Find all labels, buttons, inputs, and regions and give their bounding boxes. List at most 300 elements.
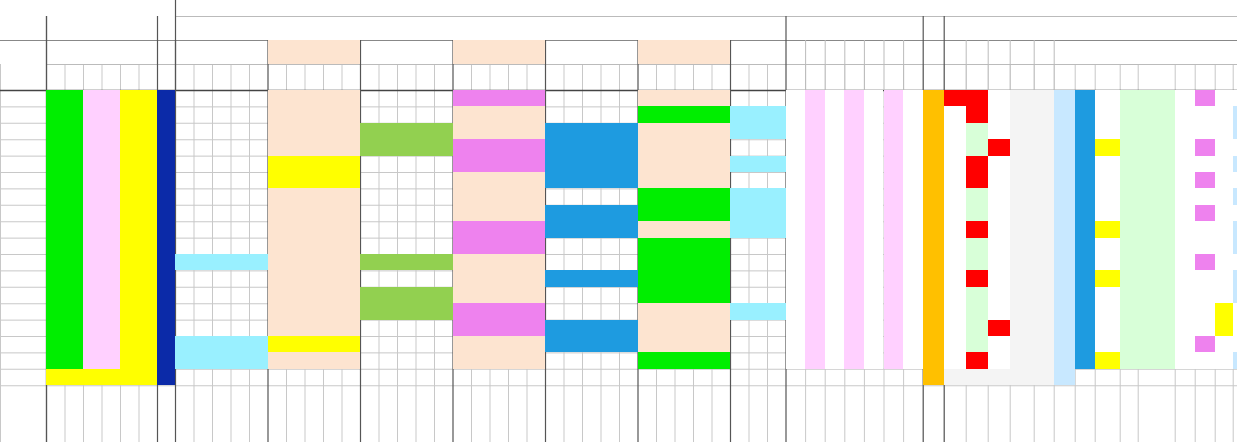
footer-stat bbox=[988, 369, 1010, 385]
stat-cell bbox=[1010, 172, 1034, 188]
zone-count bbox=[864, 90, 884, 106]
zone-count bbox=[864, 320, 884, 336]
zone-band bbox=[453, 270, 546, 286]
stat-cell bbox=[1175, 352, 1195, 368]
footer-stat bbox=[944, 369, 966, 385]
red-ball bbox=[102, 172, 121, 188]
stat-cell bbox=[1075, 172, 1095, 188]
red-ball bbox=[46, 254, 65, 270]
number-header bbox=[434, 64, 453, 90]
zone-count-col bbox=[884, 40, 904, 64]
stat-cell bbox=[1075, 303, 1095, 319]
red-ball bbox=[120, 123, 139, 139]
red-ball bbox=[83, 139, 102, 155]
stat-cell bbox=[1010, 205, 1034, 221]
number-header bbox=[527, 64, 546, 90]
red-ball bbox=[65, 254, 84, 270]
drawn-number bbox=[286, 238, 305, 254]
drawn-number bbox=[564, 303, 583, 319]
stat-cell bbox=[966, 139, 988, 155]
drawn-number bbox=[342, 320, 361, 336]
number-header bbox=[175, 64, 194, 90]
stat-cell bbox=[1215, 270, 1233, 286]
stat-cell bbox=[944, 303, 966, 319]
stat-cell bbox=[1095, 238, 1120, 254]
number-header bbox=[490, 64, 509, 90]
stat-cell bbox=[1233, 139, 1237, 155]
blue-ball bbox=[157, 106, 175, 122]
red-ball bbox=[102, 156, 121, 172]
drawn-number bbox=[379, 156, 398, 172]
stat-cell bbox=[1075, 352, 1095, 368]
top-count bbox=[966, 0, 988, 16]
period-cell bbox=[0, 123, 46, 139]
drawn-number bbox=[268, 90, 287, 106]
zone-count bbox=[786, 254, 806, 270]
drawn-number bbox=[286, 287, 305, 303]
zone-count bbox=[903, 123, 923, 139]
empty-zone-block bbox=[453, 238, 546, 254]
max-count-col bbox=[1010, 40, 1034, 64]
zone-count bbox=[786, 106, 806, 122]
zone-count bbox=[903, 188, 923, 204]
red-ball bbox=[139, 90, 158, 106]
stat-cell bbox=[1120, 270, 1138, 286]
stat-cell bbox=[1095, 106, 1120, 122]
zone-band bbox=[638, 320, 731, 336]
drawn-number bbox=[416, 172, 435, 188]
stat-cell bbox=[1095, 221, 1120, 237]
zone-count bbox=[805, 172, 825, 188]
stat-cell bbox=[944, 90, 966, 106]
period-cell bbox=[0, 139, 46, 155]
red-ball bbox=[139, 205, 158, 221]
drawn-number bbox=[545, 90, 564, 106]
stat-cell bbox=[1054, 205, 1075, 221]
zone-count bbox=[825, 270, 845, 286]
drawn-number bbox=[712, 123, 731, 139]
zone-band bbox=[268, 287, 361, 303]
red-ball bbox=[65, 221, 84, 237]
page-title bbox=[175, 16, 786, 40]
stat-cell bbox=[988, 156, 1010, 172]
zone-count bbox=[864, 188, 884, 204]
stat-cell bbox=[1010, 238, 1034, 254]
stat-cell bbox=[1120, 106, 1138, 122]
stat-cell bbox=[1054, 238, 1075, 254]
stat-cell bbox=[1175, 188, 1195, 204]
red-ball bbox=[102, 336, 121, 352]
number-header bbox=[693, 64, 712, 90]
drawn-number bbox=[342, 352, 361, 368]
drawn-number bbox=[675, 123, 694, 139]
drawn-number bbox=[323, 221, 342, 237]
max-count-col bbox=[923, 40, 944, 64]
stat-cell bbox=[966, 320, 988, 336]
max-count bbox=[923, 106, 944, 122]
stat-cell bbox=[1233, 254, 1237, 270]
stat-cell bbox=[944, 156, 966, 172]
stat-cell bbox=[944, 270, 966, 286]
stat-cell bbox=[1138, 205, 1175, 221]
red-ball bbox=[120, 320, 139, 336]
zone-count bbox=[903, 238, 923, 254]
stat-cell bbox=[1215, 352, 1233, 368]
stat-cell bbox=[988, 205, 1010, 221]
stat-cell bbox=[1120, 320, 1138, 336]
stat-cell bbox=[988, 221, 1010, 237]
zone-count bbox=[864, 254, 884, 270]
drawn-number bbox=[360, 270, 379, 286]
top-count bbox=[884, 0, 904, 16]
stat-cell bbox=[1010, 270, 1034, 286]
number-header bbox=[582, 64, 601, 90]
ball-position-header bbox=[139, 64, 158, 90]
stat-cell bbox=[1175, 336, 1195, 352]
red-ball bbox=[46, 90, 65, 106]
red-ball bbox=[102, 254, 121, 270]
number-header bbox=[545, 64, 564, 90]
zone-count bbox=[884, 287, 904, 303]
zone-count bbox=[786, 139, 806, 155]
zone-count bbox=[884, 205, 904, 221]
red-ball bbox=[102, 139, 121, 155]
zone-count bbox=[825, 287, 845, 303]
period-cell bbox=[0, 254, 46, 270]
stat-cell bbox=[988, 320, 1010, 336]
stat-cell bbox=[966, 254, 988, 270]
drawn-number bbox=[379, 336, 398, 352]
red-ball bbox=[46, 139, 65, 155]
stat-cell bbox=[1138, 90, 1175, 106]
drawn-number bbox=[582, 106, 601, 122]
top-count bbox=[1010, 0, 1034, 16]
stat-cell bbox=[944, 221, 966, 237]
max-count bbox=[923, 352, 944, 368]
ball-position-header bbox=[120, 64, 139, 90]
top-count bbox=[988, 0, 1010, 16]
number-header bbox=[638, 64, 657, 90]
red-ball bbox=[139, 320, 158, 336]
stat-cell bbox=[1233, 90, 1237, 106]
zone-count bbox=[903, 139, 923, 155]
stat-cell bbox=[1095, 90, 1120, 106]
drawn-number bbox=[434, 90, 453, 106]
zone-count bbox=[805, 238, 825, 254]
stat-cell bbox=[1175, 238, 1195, 254]
drawn-number bbox=[212, 320, 231, 336]
stat-cell bbox=[1175, 287, 1195, 303]
stat-cell bbox=[1120, 352, 1138, 368]
stat-cell bbox=[1095, 156, 1120, 172]
zone-count bbox=[864, 238, 884, 254]
drawn-number bbox=[601, 254, 620, 270]
zone-band bbox=[638, 336, 731, 352]
stat-cell bbox=[944, 188, 966, 204]
stat-cell bbox=[1233, 336, 1237, 352]
stat-cell bbox=[1175, 90, 1195, 106]
stat-cell bbox=[1034, 336, 1054, 352]
stat-cell bbox=[1120, 156, 1138, 172]
drawn-number bbox=[212, 205, 231, 221]
zone-count bbox=[805, 90, 825, 106]
empty-zone-block bbox=[545, 205, 638, 221]
stat-cell bbox=[966, 221, 988, 237]
drawn-number bbox=[175, 303, 194, 319]
stat-cell bbox=[1095, 139, 1120, 155]
stat-cell bbox=[1010, 320, 1034, 336]
red-ball bbox=[46, 106, 65, 122]
period-cell bbox=[0, 287, 46, 303]
empty-zone-block bbox=[730, 156, 786, 172]
blue-ball bbox=[157, 156, 175, 172]
blue-ball bbox=[157, 205, 175, 221]
zone-count bbox=[805, 123, 825, 139]
zone-count bbox=[844, 205, 864, 221]
stat-cell bbox=[1034, 172, 1054, 188]
red-ball bbox=[120, 106, 139, 122]
zone-count bbox=[805, 320, 825, 336]
stat-cell bbox=[1175, 270, 1195, 286]
number-header bbox=[212, 64, 231, 90]
zone-count bbox=[844, 270, 864, 286]
period-cell bbox=[0, 172, 46, 188]
top-count bbox=[805, 0, 825, 16]
zone-count bbox=[884, 254, 904, 270]
red-ball bbox=[46, 123, 65, 139]
red-ball bbox=[65, 156, 84, 172]
drawn-number bbox=[730, 139, 749, 155]
red-ball bbox=[102, 188, 121, 204]
red-ball bbox=[46, 287, 65, 303]
max-count bbox=[923, 238, 944, 254]
stat-cell bbox=[1233, 287, 1237, 303]
red-ball bbox=[46, 205, 65, 221]
red-ball bbox=[46, 188, 65, 204]
drawn-number bbox=[416, 336, 435, 352]
red-ball bbox=[102, 90, 121, 106]
empty-zone-block bbox=[453, 221, 546, 237]
zone-count bbox=[805, 352, 825, 368]
zone-count bbox=[884, 172, 904, 188]
zone-count bbox=[786, 270, 806, 286]
zone-count bbox=[825, 303, 845, 319]
stat-cell bbox=[1095, 123, 1120, 139]
period-cell bbox=[0, 320, 46, 336]
zone-count-header bbox=[786, 16, 923, 40]
blue-ball bbox=[157, 238, 175, 254]
empty-zone-block bbox=[453, 90, 546, 106]
zone-count bbox=[903, 156, 923, 172]
stat-cell bbox=[1010, 254, 1034, 270]
red-ball bbox=[65, 172, 84, 188]
period-header bbox=[0, 40, 46, 90]
red-ball bbox=[120, 90, 139, 106]
red-ball bbox=[139, 336, 158, 352]
red-ball bbox=[83, 188, 102, 204]
stat-cell bbox=[1138, 156, 1175, 172]
zone-count bbox=[786, 123, 806, 139]
red-ball bbox=[65, 303, 84, 319]
stat-cell bbox=[1138, 139, 1175, 155]
stat-cell bbox=[966, 106, 988, 122]
red-ball bbox=[83, 303, 102, 319]
max-count bbox=[923, 320, 944, 336]
drawn-number bbox=[508, 270, 527, 286]
number-header bbox=[508, 64, 527, 90]
drawn-number bbox=[545, 106, 564, 122]
max-count-col bbox=[966, 40, 988, 64]
red-ball bbox=[139, 123, 158, 139]
zone-count bbox=[786, 336, 806, 352]
zone-count bbox=[903, 172, 923, 188]
zone-count bbox=[844, 287, 864, 303]
stat-cell bbox=[1175, 106, 1195, 122]
red-ball bbox=[46, 303, 65, 319]
drawn-number bbox=[231, 270, 250, 286]
red-ball bbox=[83, 172, 102, 188]
stat-cell bbox=[1138, 287, 1175, 303]
stat-cell bbox=[966, 352, 988, 368]
drawn-number bbox=[601, 188, 620, 204]
drawn-number bbox=[730, 254, 749, 270]
empty-zone-block bbox=[545, 270, 638, 286]
zone-count bbox=[903, 270, 923, 286]
empty-zone-block bbox=[545, 123, 638, 139]
number-header bbox=[286, 64, 305, 90]
stat-cell bbox=[1034, 303, 1054, 319]
stat-cell bbox=[1010, 123, 1034, 139]
stat-cell bbox=[1095, 303, 1120, 319]
zone-count bbox=[825, 139, 845, 155]
stat-cell bbox=[1233, 205, 1237, 221]
period-cell bbox=[0, 336, 46, 352]
stat-cell bbox=[1195, 205, 1215, 221]
drawn-number bbox=[194, 172, 213, 188]
empty-zone-block bbox=[638, 254, 731, 270]
red-ball bbox=[46, 270, 65, 286]
stat-cell bbox=[1195, 254, 1215, 270]
ball-position-header bbox=[65, 64, 84, 90]
stat-cell bbox=[1034, 254, 1054, 270]
stat-cell bbox=[1175, 156, 1195, 172]
empty-zone-block bbox=[360, 123, 453, 139]
red-ball bbox=[120, 352, 139, 368]
stat-cell bbox=[1075, 123, 1095, 139]
stat-cell bbox=[988, 238, 1010, 254]
empty-zone-block bbox=[638, 352, 731, 368]
stat-cell bbox=[1095, 172, 1120, 188]
drawn-number bbox=[749, 139, 768, 155]
stat-cell bbox=[944, 336, 966, 352]
stat-cell bbox=[1075, 221, 1095, 237]
stat-cell bbox=[1095, 320, 1120, 336]
stat-cell bbox=[1175, 172, 1195, 188]
stat-cell bbox=[1034, 270, 1054, 286]
stat-cell bbox=[1233, 352, 1237, 368]
stat-cell bbox=[988, 336, 1010, 352]
top-count bbox=[944, 0, 966, 16]
stat-cell bbox=[1233, 123, 1237, 139]
stat-cell bbox=[1120, 254, 1138, 270]
blue-ball bbox=[157, 320, 175, 336]
period-cell bbox=[0, 238, 46, 254]
empty-zone-block bbox=[545, 139, 638, 155]
drawn-number bbox=[323, 254, 342, 270]
red-ball bbox=[46, 172, 65, 188]
zone-count bbox=[844, 303, 864, 319]
stat-cell bbox=[1054, 352, 1075, 368]
drawn-number bbox=[527, 254, 546, 270]
red-ball bbox=[120, 303, 139, 319]
empty-zone-block bbox=[268, 336, 361, 352]
stat-cell bbox=[1138, 188, 1175, 204]
zone-count bbox=[884, 156, 904, 172]
stat-cell bbox=[1010, 221, 1034, 237]
stat-cell bbox=[1215, 139, 1233, 155]
zone-count bbox=[805, 303, 825, 319]
red-ball bbox=[46, 336, 65, 352]
stat-cell bbox=[1195, 238, 1215, 254]
period-cell bbox=[0, 106, 46, 122]
drawn-number bbox=[712, 90, 731, 106]
zone-band bbox=[453, 352, 546, 368]
stat-cell bbox=[1233, 188, 1237, 204]
drawn-number bbox=[712, 139, 731, 155]
zone-band bbox=[268, 139, 361, 155]
number-header bbox=[656, 64, 675, 90]
empty-zone-block bbox=[730, 106, 786, 122]
zone-count bbox=[884, 238, 904, 254]
zone-count bbox=[786, 205, 806, 221]
drawn-number bbox=[749, 172, 768, 188]
red-ball bbox=[65, 139, 84, 155]
stat-cell bbox=[988, 254, 1010, 270]
empty-zone-block bbox=[730, 188, 786, 204]
stat-cell bbox=[1215, 254, 1233, 270]
drawn-number bbox=[508, 205, 527, 221]
drawn-number bbox=[286, 221, 305, 237]
number-header bbox=[675, 64, 694, 90]
stat-cell bbox=[1075, 254, 1095, 270]
drawn-number bbox=[194, 156, 213, 172]
red-ball bbox=[65, 270, 84, 286]
zone-header bbox=[453, 40, 546, 64]
zone-count bbox=[903, 352, 923, 368]
stat-cell bbox=[1034, 188, 1054, 204]
stat-cell bbox=[1120, 139, 1138, 155]
number-header bbox=[194, 64, 213, 90]
stat-cell bbox=[988, 188, 1010, 204]
zone-band bbox=[638, 172, 731, 188]
zone-count bbox=[786, 188, 806, 204]
stat-cell bbox=[1120, 336, 1138, 352]
drawn-number bbox=[656, 156, 675, 172]
zone-band bbox=[268, 254, 361, 270]
stat-cell bbox=[1054, 156, 1075, 172]
empty-zone-block bbox=[638, 287, 731, 303]
zone-count bbox=[844, 238, 864, 254]
stat-cell bbox=[944, 287, 966, 303]
stat-cell bbox=[1120, 221, 1138, 237]
red-ball bbox=[120, 156, 139, 172]
red-balls-header bbox=[46, 40, 175, 64]
red-ball bbox=[83, 106, 102, 122]
empty-zone-block bbox=[638, 270, 731, 286]
stat-cell bbox=[1010, 303, 1034, 319]
empty-zone-block bbox=[545, 336, 638, 352]
period-cell bbox=[0, 221, 46, 237]
